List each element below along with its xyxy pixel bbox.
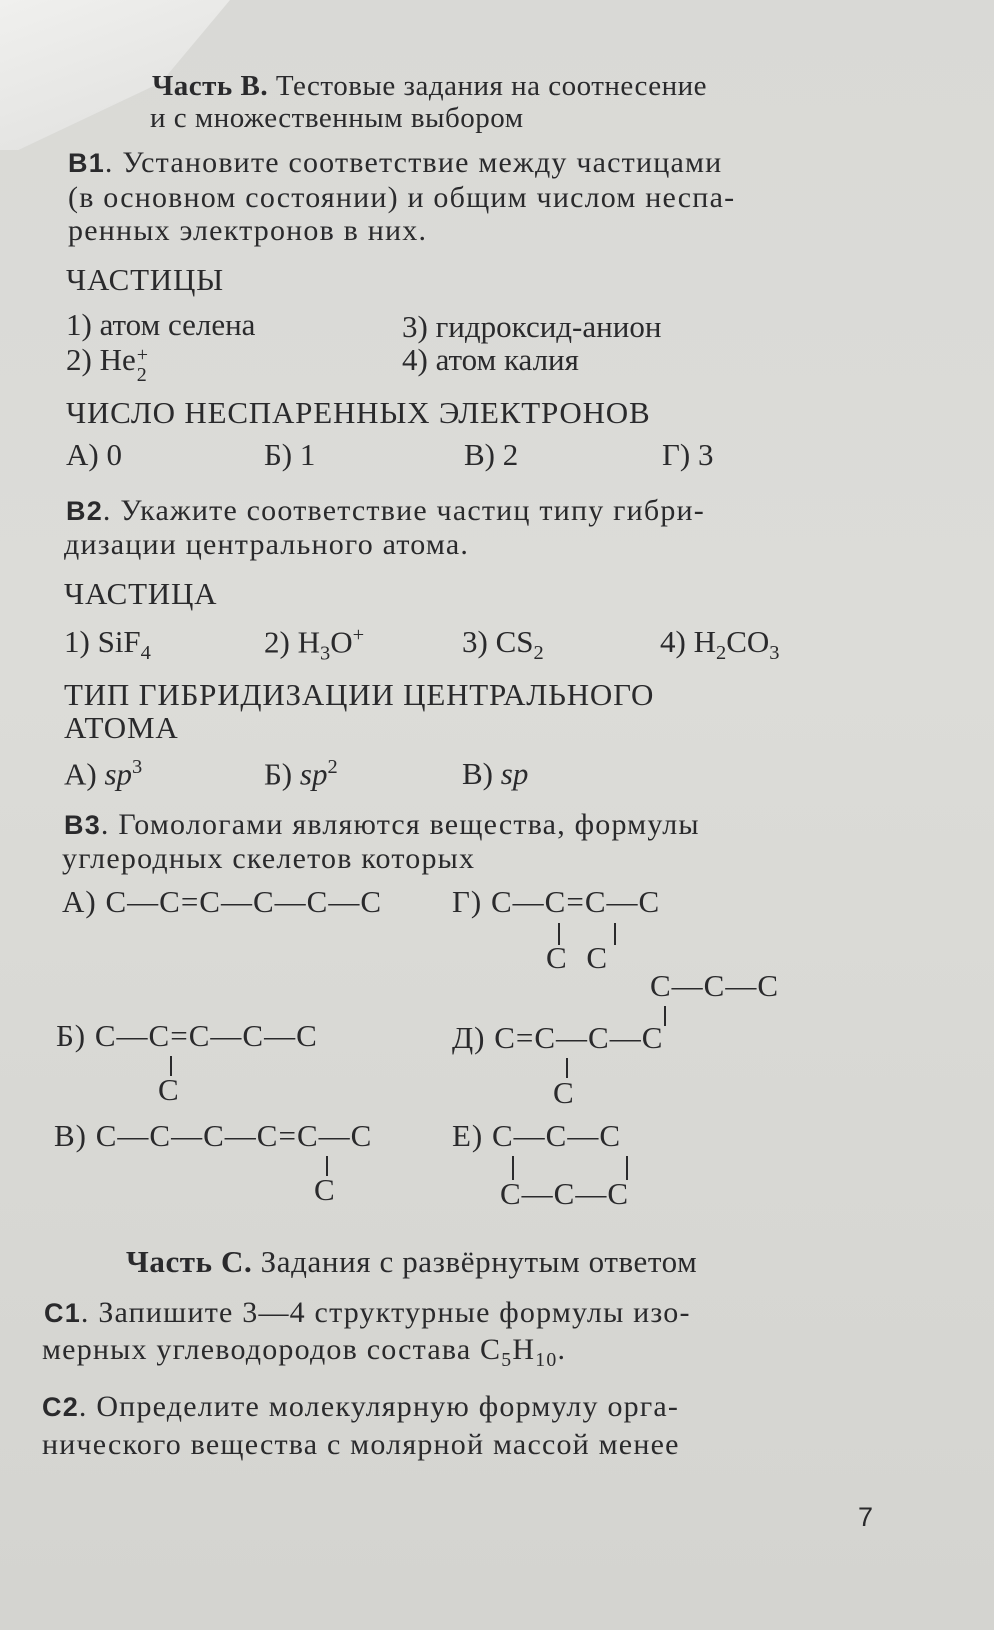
b2-particle-1: 1) SiF$_4$ (64, 624, 151, 665)
c2-question-line1: С2. Определите молекулярную формулу орга- (42, 1390, 680, 1423)
b3-structure-g: Г) С—С=С—С (452, 884, 661, 919)
part-b-title: Часть В. Тестовые задания на соотнесение (152, 70, 707, 102)
b2-answer-v: В) sp (462, 756, 529, 791)
b3-d-bond-top (664, 1006, 666, 1026)
c2-question-line2: нического вещества с молярной массой менее (42, 1428, 680, 1461)
c1-question-line1: С1. Запишите 3—4 структурные формулы изо- (44, 1296, 691, 1329)
b2-type-heading-line2: АТОМА (64, 710, 179, 745)
b2-particle-3: 3) $CS_2$ (462, 624, 544, 665)
b2-question-line2: дизации центрального атома. (64, 528, 470, 561)
b3-structure-d: Д) С=С—С—С (452, 1020, 664, 1055)
b3-structure-e-top: Е) С—С—С (452, 1118, 622, 1153)
b1-particles-heading: ЧАСТИЦЫ (66, 262, 225, 297)
b3-question-line2: углеродных скелетов которых (62, 842, 476, 875)
b3-structure-g-substituents: С С (546, 940, 609, 975)
b1-count-heading: ЧИСЛО НЕСПАРЕННЫХ ЭЛЕКТРОНОВ (66, 395, 651, 430)
part-c-title: Часть С. Задания с развёрнутым ответом (126, 1244, 698, 1279)
b1-particle-2: 2) He + 2 (66, 342, 149, 386)
b1-question-line3: ренных электронов в них. (68, 214, 428, 247)
b3-structure-e-bottom: С—С—С (500, 1176, 630, 1211)
b3-structure-d-substituent: С (553, 1075, 575, 1110)
b2-particle-2: 2) $H_3O^+$ (264, 624, 365, 665)
b1-question-line2: (в основном состоянии) и общим числом неспа- (68, 181, 736, 214)
b2-answer-b: Б) $sp^2$ (264, 756, 338, 792)
b2-particle-4: 4) $H_2CO_3$ (660, 624, 780, 665)
b2-question-line1: В2. Укажите соответствие частиц типу гибри- (66, 494, 705, 527)
b3-structure-v-substituent: С (314, 1172, 336, 1207)
b2-particle-heading: ЧАСТИЦА (64, 576, 218, 611)
b1-particle-1: 1) атом селена (66, 307, 256, 342)
b1-answer-a: А) 0 (66, 437, 122, 472)
b2-type-heading-line1: ТИП ГИБРИДИЗАЦИИ ЦЕНТРАЛЬНОГО (64, 677, 655, 712)
b3-structure-d-top: С—С—С (650, 968, 780, 1003)
b3-structure-b-substituent: С (158, 1072, 180, 1107)
part-b-subtitle: и с множественным выбором (150, 102, 524, 134)
b1-particle-4: 4) атом калия (402, 342, 579, 377)
b3-structure-b: Б) С—С=С—С—С (56, 1018, 318, 1053)
c1-question-line2: мерных углеводородов состава $C_5H_{10}$. (42, 1333, 567, 1371)
b3-question-line1: В3. Гомологами являются вещества, формулы (64, 808, 700, 841)
b1-answer-g: Г) 3 (662, 437, 714, 472)
b3-g-bond-2 (614, 923, 616, 945)
b1-particle-3: 3) гидроксид-анион (402, 309, 662, 344)
b2-answer-a: А) $sp^3$ (64, 756, 143, 792)
b1-answer-b: Б) 1 (264, 437, 316, 472)
b1-answer-v: В) 2 (464, 437, 519, 472)
b1-question-line1: В1. Установите соответствие между частицами (68, 146, 723, 179)
page-number: 7 (858, 1502, 874, 1532)
b3-structure-v: В) С—С—С—С=С—С (54, 1118, 373, 1153)
b3-structure-a: А) С—С=С—С—С—С (62, 884, 383, 919)
